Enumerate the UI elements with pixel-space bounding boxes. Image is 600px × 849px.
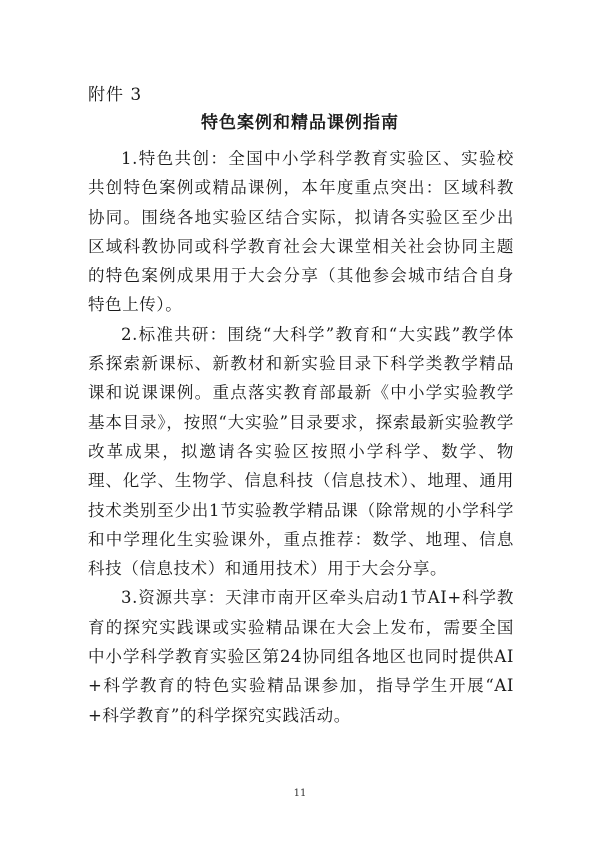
- attachment-label: 附件 3: [88, 85, 143, 105]
- document-body: [88, 144, 514, 730]
- paragraph-resource-sharing: 3.资源共享：天津市南开区牵头启动1节AI+科学教育的探究实践课或实验精品课在大会上发布，需要全国中小学科学教育实验区第24协同组各地区也同时提供AI+科学教育的特色实验精品课参加，指导学生开展“AI+科学教育”的科学探究实践活动。: [88, 588, 514, 725]
- paragraph-feature-co-creation: 1.特色共创：全国中小学科学教育实验区、实验校共创特色案例或精品课例，本年度重点突出：区域科教协同。围绕各地实验区结合实际，拟请各实验区至少出区域科教协同或科学教育社会大课堂相关社会协同主题的特色案例成果用于大会分享（其他参会城市结合自身特色上传）。: [88, 149, 514, 315]
- page-number: 11: [293, 788, 307, 799]
- paragraph-standard-co-research: 2.标准共研：围绕“大科学”教育和“大实践”教学体系探索新课标、新教材和新实验目录下科学类教学精品课和说课课例。重点落实教育部最新《中小学实验教学基本目录》，按照“大实验”目录要求，探索最新实验教学改革成果，拟邀请各实验区按照小学科学、数学、物理、化学、生物学、信息科技（信息技术）、地理、通用技术类别至少出1节实验教学精品课（除常规的小学科学和中学理化生实验课外，重点推荐：数学、地理、信息科技（信息技术）和通用技术）用于大会分享。: [88, 324, 514, 579]
- page-title: 特色案例和精品课例指南: [201, 113, 399, 133]
